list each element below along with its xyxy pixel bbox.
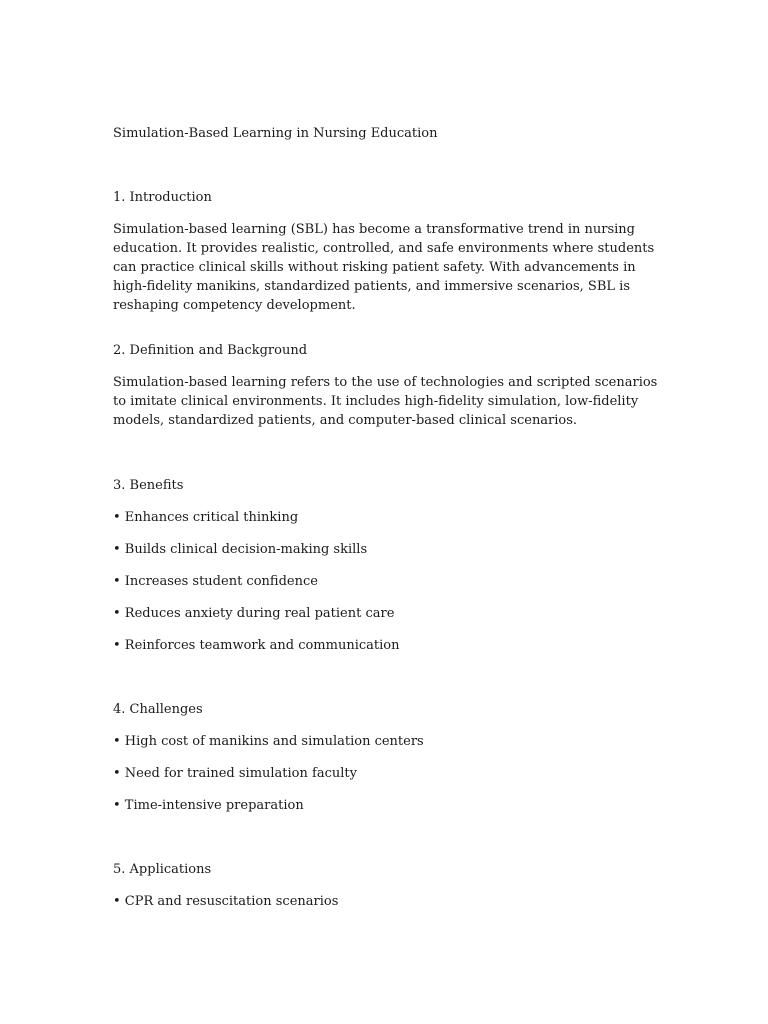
- list-item: • Enhances critical thinking: [113, 510, 299, 525]
- introduction-paragraph: Simulation-based learning (SBL) has become a transformative trend in nursing education. It provides realistic, controlled, and safe environments where students can practice clinical skills without risking patient safety. With advancements in high-fidelity manikins, standardized patients, and immersive scenarios, SBL is reshaping competency development.: [113, 222, 655, 313]
- section-heading-definition: 2. Definition and Background: [113, 343, 308, 358]
- list-item: • Reduces anxiety during real patient care: [113, 606, 395, 621]
- section-heading-introduction: 1. Introduction: [113, 190, 212, 205]
- list-item: • Reinforces teamwork and communication: [113, 638, 400, 653]
- list-item: • High cost of manikins and simulation centers: [113, 734, 424, 749]
- section-heading-benefits: 3. Benefits: [113, 478, 184, 493]
- list-item: • Need for trained simulation faculty: [113, 766, 357, 781]
- section-heading-applications: 5. Applications: [113, 862, 212, 877]
- document-title: Simulation-Based Learning in Nursing Education: [113, 126, 438, 141]
- list-item: • Increases student confidence: [113, 574, 318, 589]
- list-item: • CPR and resuscitation scenarios: [113, 894, 339, 909]
- list-item: • Builds clinical decision-making skills: [113, 542, 368, 557]
- section-heading-challenges: 4. Challenges: [113, 702, 203, 717]
- definition-paragraph: Simulation-based learning refers to the use of technologies and scripted scenarios to imitate clinical environments. It includes high-fidelity simulation, low-fidelity models, standardized patients, and computer-based clinical scenarios.: [113, 375, 658, 428]
- list-item: • Time-intensive preparation: [113, 798, 304, 813]
